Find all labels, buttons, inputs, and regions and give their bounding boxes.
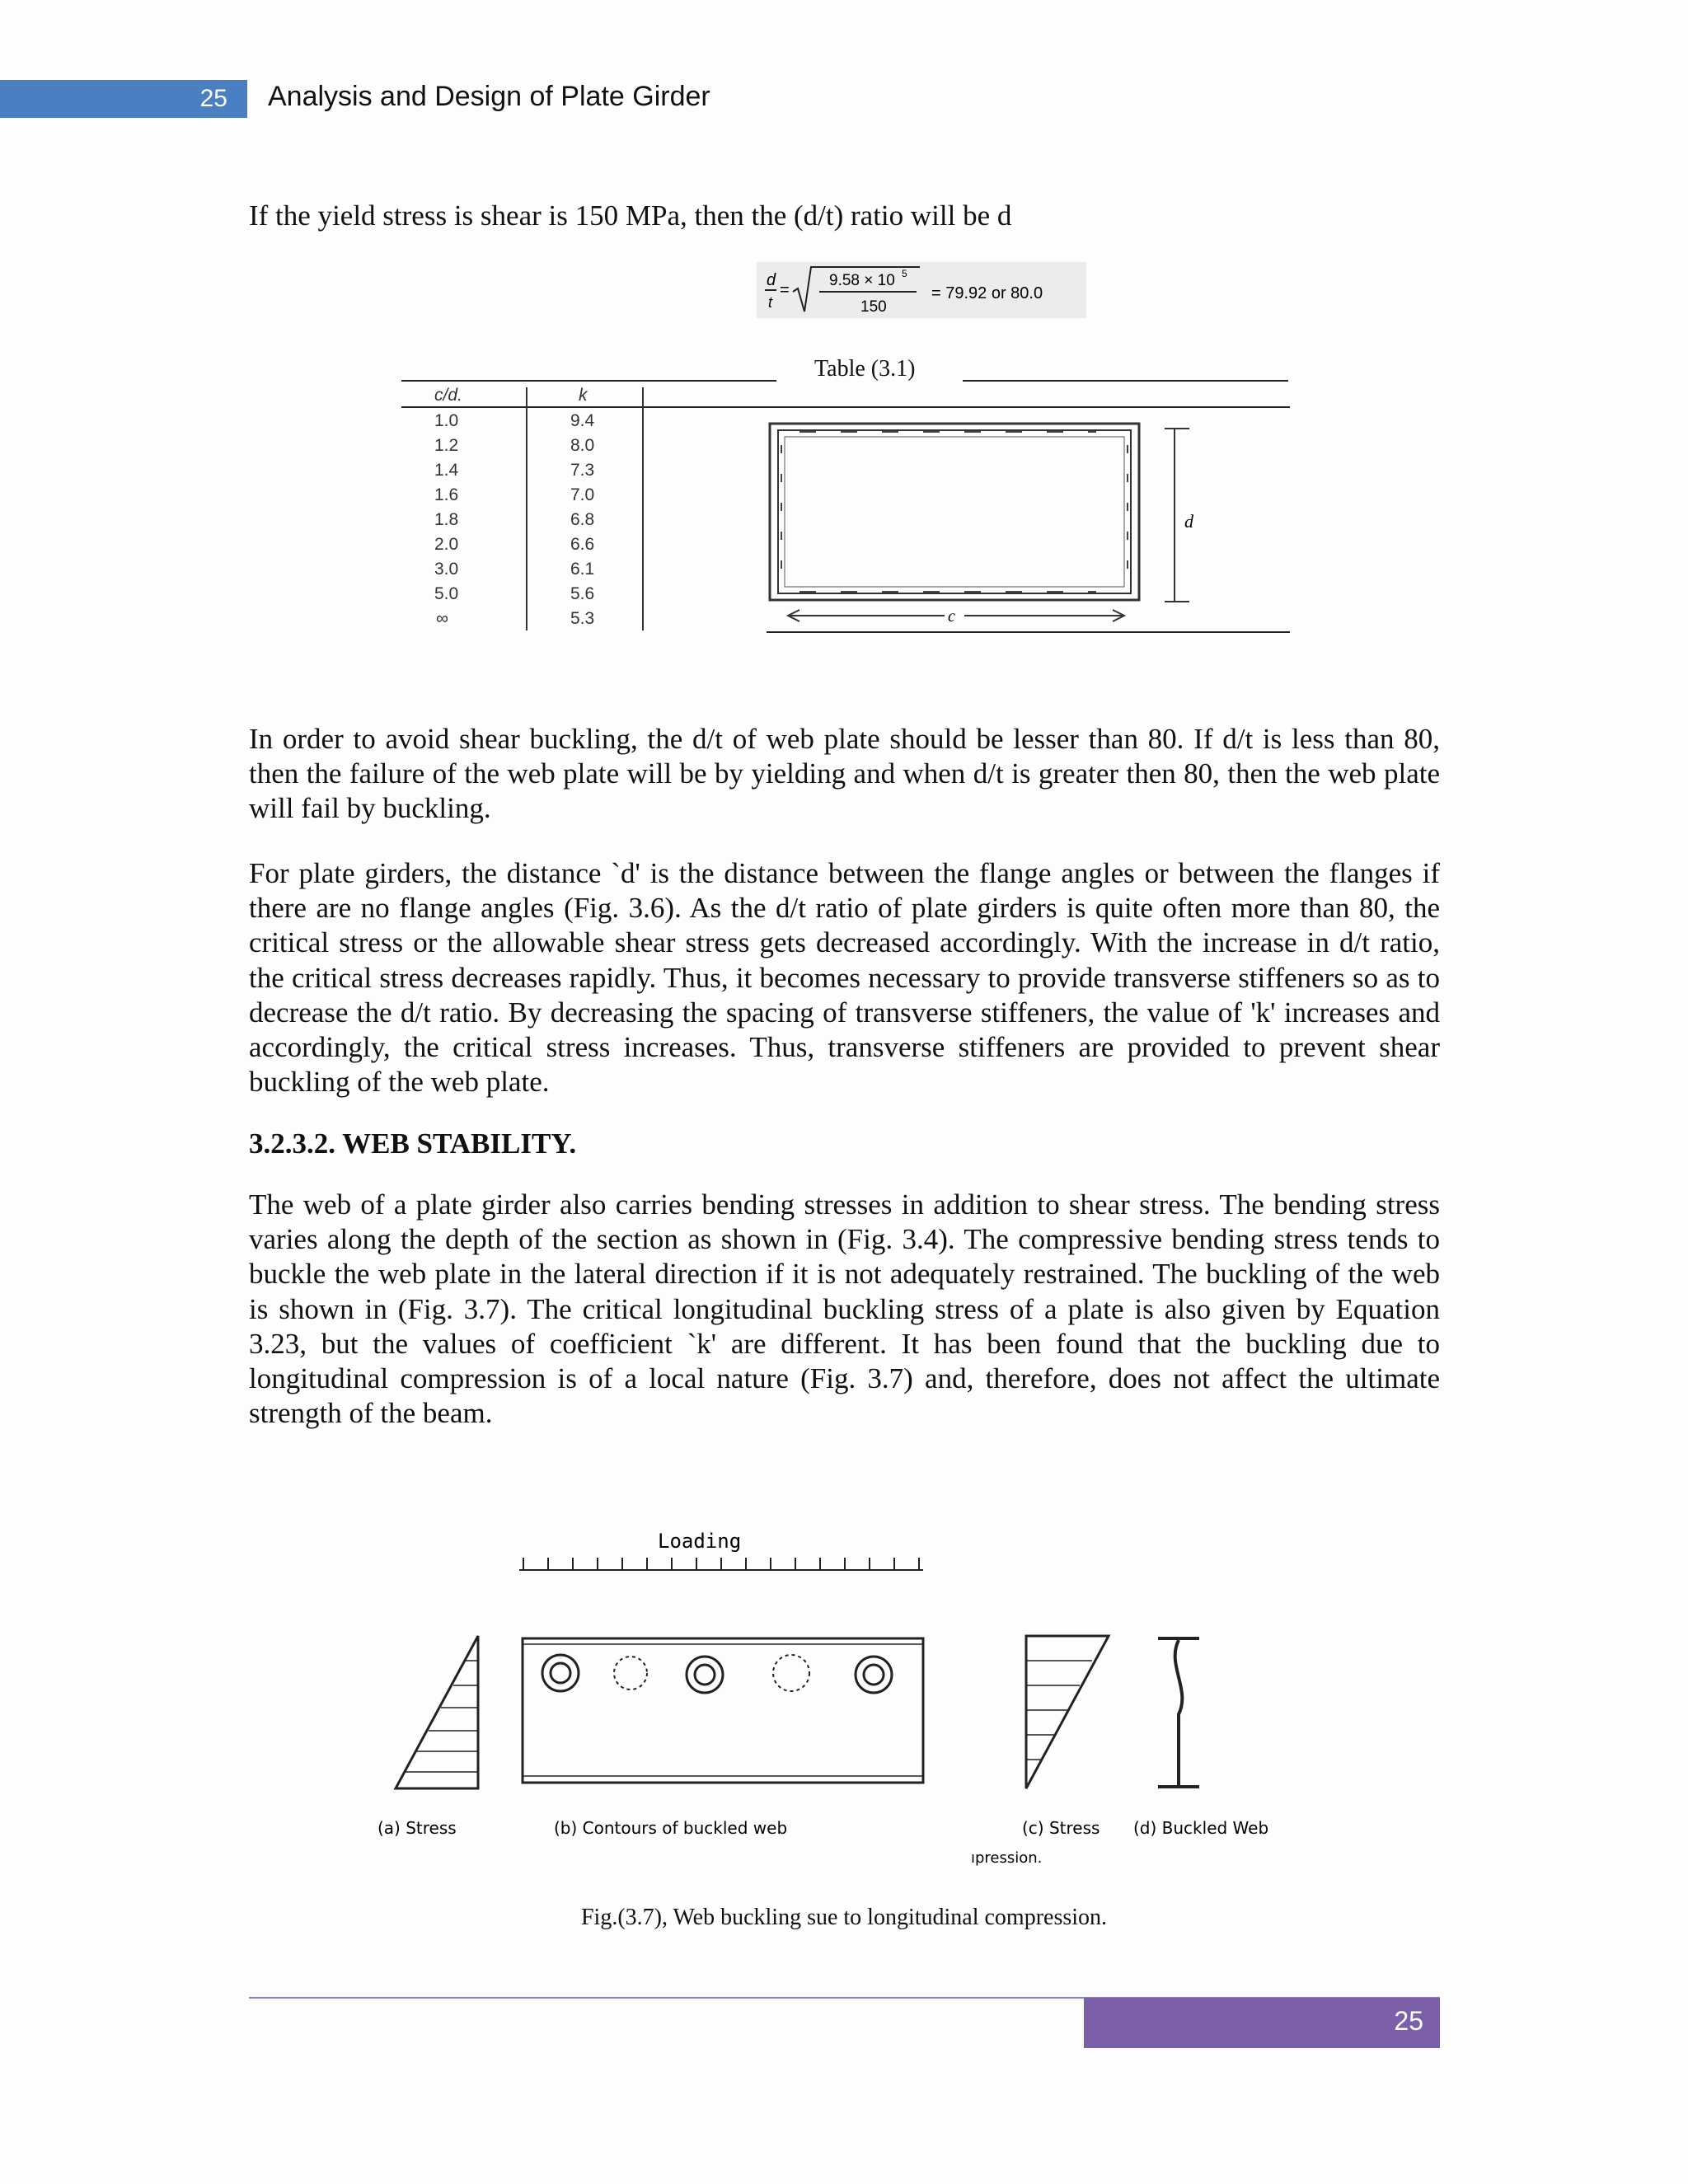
table-top-rule: [401, 406, 1290, 408]
k-value: 5.3: [570, 609, 595, 628]
footer-page-number-bar: [1084, 1998, 1440, 2048]
formula-denominator: 150: [860, 298, 887, 316]
plate-dimension-d: [1150, 420, 1216, 618]
formula-result: = 79.92 or 80.0: [931, 284, 1043, 302]
paragraph-shear-buckling: In order to avoid shear buckling, the d/t of web plate should be lesser than 80. If d/t is less than 80, then the failure of the web plate will be by yielding and when d/t is greater then 80, then the web plate will fail by buckling.: [249, 723, 1440, 825]
header-page-number-bar: [0, 80, 247, 118]
k-value: 9.4: [570, 411, 595, 430]
cd-value: 1.2: [434, 436, 459, 455]
section-heading: 3.2.3.2. WEB STABILITY.: [249, 1127, 577, 1160]
label-a-stress: (a) Stress: [377, 1818, 457, 1838]
cd-value: 1.8: [434, 510, 459, 529]
label-fragment: ıpression.: [971, 1849, 1043, 1867]
col-header-k: k: [579, 386, 588, 405]
k-value: 7.3: [570, 461, 595, 480]
cd-value: 3.0: [434, 560, 459, 579]
k-value: 5.6: [570, 584, 595, 603]
k-value: 6.1: [570, 560, 595, 579]
cd-value: 1.6: [434, 485, 459, 504]
plate-label-d: d: [1184, 511, 1193, 532]
web-buckling-figure: [371, 1525, 1302, 1879]
footer-page-number: 25: [1394, 2006, 1423, 2036]
table-caption: Table (3.1): [814, 356, 916, 382]
formula-lhs-den: t: [768, 294, 773, 311]
table-bottom-rule: [767, 631, 1290, 633]
cd-value: 2.0: [434, 535, 459, 554]
formula-lhs-num: d: [767, 271, 776, 289]
paragraph-web-stability: The web of a plate girder also carries bending stresses in addition to shear stress. The bending stress varies along the depth of the section as shown in (Fig. 3.4). The compressive bending stress tends to buckle the web plate in the lateral direction if it is not adequately restrained. The buckling of the web is shown in (Fig. 3.7). The critical longitudinal buckling stress of a plate is also given by Equation 3.23, but the values of coefficient `k' are different. It has been found that the buckling due to longitudinal compression is of a local nature (Fig. 3.7) and, therefore, does not affect the ultimate strength of the beam.: [249, 1188, 1440, 1430]
plate-panel-diagram: [767, 420, 1146, 610]
table-caption-rule-right: [963, 380, 1288, 382]
intro-line: If the yield stress is shear is 150 MPa, then the (d/t) ratio will be d: [249, 199, 1012, 232]
label-c-stress: (c) Stress: [1022, 1818, 1100, 1838]
cd-value: 1.0: [434, 411, 459, 430]
header-title: Analysis and Design of Plate Girder: [268, 81, 710, 112]
table-body: [401, 411, 642, 626]
label-b-contours: (b) Contours of buckled web: [554, 1818, 788, 1838]
k-value: 6.6: [570, 535, 595, 554]
k-value: 7.0: [570, 485, 595, 504]
loading-label: Loading: [658, 1530, 742, 1553]
plate-label-c: c: [948, 607, 955, 626]
col-header-cd: c/d.: [434, 386, 462, 405]
formula: [757, 262, 1086, 318]
figure-caption: Fig.(3.7), Web buckling sue to longitudinal compression.: [580, 1905, 1108, 1930]
cd-value: 1.4: [434, 461, 459, 480]
header-page-number: 25: [199, 85, 227, 112]
plate-dimension-c: [783, 603, 1129, 628]
k-value: 8.0: [570, 436, 595, 455]
paragraph-plate-girders: For plate girders, the distance `d' is the distance between the flange angles or between the flanges if there are no flange angles (Fig. 3.6). As the d/t ratio of plate girders is quite often more than 80, the critical stress or the allowable shear stress gets decreased accordingly. With the increase in d/t ratio, the critical stress decreases rapidly. Thus, it becomes necessary to provide transverse stiffeners so as to decrease the d/t ratio. By decreasing the spacing of transverse stiffeners, the value of 'k' increases and accordingly, the critical stress increases. Thus, transverse stiffeners are provided to prevent shear buckling of the web plate.: [249, 857, 1440, 1099]
label-d-buckled-web: (d) Buckled Web: [1133, 1818, 1269, 1838]
svg-text:=: =: [780, 281, 790, 299]
table-divider: [642, 387, 644, 630]
k-value: 6.8: [570, 510, 595, 529]
formula-exponent: 5: [902, 268, 907, 279]
cd-value: ∞: [436, 609, 448, 628]
cd-value: 5.0: [434, 584, 459, 603]
formula-numerator: 9.58 × 10: [829, 272, 895, 289]
table-caption-rule-left: [401, 380, 776, 382]
